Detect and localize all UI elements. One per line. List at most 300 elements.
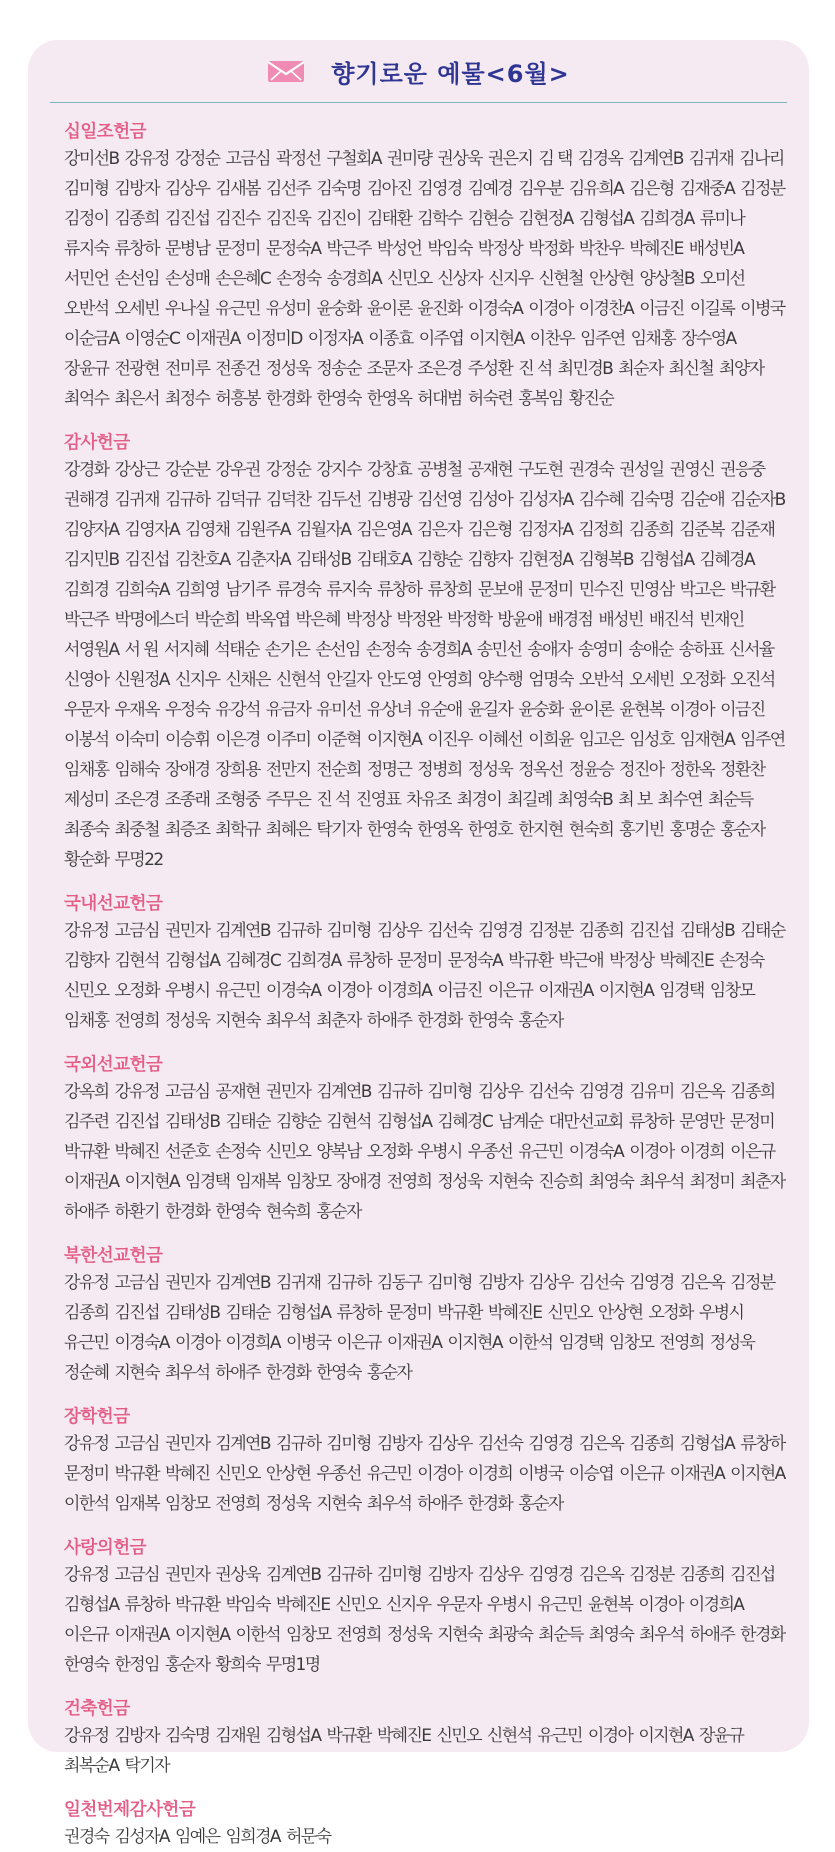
donor-name: 류창하 [336,1303,381,1323]
donor-name: 유미선 [316,700,361,720]
donor-name: 임주연 [580,329,625,349]
donor-name: 김진섭 [164,209,210,229]
donor-name: 김계연B [215,1434,270,1454]
donor-name: 류미나 [699,209,745,229]
donor-name: 최학규 [215,820,260,840]
donor-name: 윤길자 [467,700,513,720]
donor-name: 김아진 [366,179,412,199]
donor-name: 김 택 [538,149,572,169]
donor-name: 김영자A [124,520,179,540]
donor-name: 김유희A [568,179,624,199]
donor-name: 김경옥 [577,149,623,169]
donor-name: 이경희 [467,1464,513,1484]
donor-name: 허숙련 [467,389,513,409]
donor-name: 박규환 [174,1595,220,1615]
donor-name: 강지수 [316,460,361,480]
donor-name: 권미량 [386,149,432,169]
donor-name: 문병남 [164,239,210,259]
donor-name: 김형섭A [164,951,220,971]
donor-name: 신현철 [538,269,583,289]
donor-name: 무명1명 [265,1655,320,1675]
donor-name: 현숙희 [568,820,614,840]
donor-name: 임재현A [679,730,735,750]
donor-name: 이경숙A [265,981,321,1001]
donor-name: 신민오 [64,981,109,1001]
donor-name: 김재원 [215,1726,260,1746]
donor-name: 임경택 [558,1333,603,1353]
donor-name: 김정희 [578,520,623,540]
donor-name: 김미형 [427,1082,472,1102]
donor-name-list [64,1822,785,1852]
donor-name: 우문자 [64,700,109,720]
donor-name: 서지혜 [163,640,209,660]
donor-name: 김성아 [467,490,513,510]
donor-name: 김미형 [326,1434,371,1454]
donor-name: 강유정 [64,1726,109,1746]
donor-name: 우재옥 [114,700,159,720]
donor-name: 김상우 [477,1082,523,1102]
donor-name: 신민오 [387,269,432,289]
donor-name: 최우석 [265,1011,311,1031]
offering-card [28,40,809,1847]
donor-name: 류창하 [124,1595,169,1615]
donor-name: 한영숙 [215,1202,260,1222]
donor-name: 김유미 [629,1082,674,1102]
donor-name: 남계순 [498,1112,543,1132]
donor-name: 우병시 [164,981,210,1001]
donor-name: 지현숙 [487,1172,533,1192]
donor-name-list [64,1077,785,1227]
donor-name: 하환기 [114,1202,159,1222]
donor-name: 박규환 [64,1142,109,1162]
donor-name: 한영숙 [64,1655,109,1675]
donor-name: 임주연 [740,730,785,750]
section-title: 장학헌금 [64,1407,130,1427]
donor-name: 김은영A [356,520,411,540]
donor-name: 이재권A [386,1333,442,1353]
donor-name: 진 석 [518,359,552,379]
donor-name: 신민오 [335,1595,380,1615]
donor-name: 홍순자 [518,1011,563,1031]
donor-name: 김영경 [477,921,523,941]
donor-name: 양수행 [477,670,523,690]
donor-name: 유근민 [215,299,260,319]
donor-name: 조문자 [366,359,412,379]
donor-name: 조은경 [417,359,462,379]
donor-name: 정성욱 [386,1625,432,1645]
donor-name: 정윤승 [568,760,614,780]
donor-name: 장희용 [215,760,260,780]
donor-name: 김재중A [679,179,735,199]
donor-name: 홍기빈 [619,820,664,840]
donor-name: 이병국 [285,1333,331,1353]
donor-name: 이재권A [114,1625,169,1645]
donor-name: 최춘자 [316,1011,361,1031]
donor-name: 한영옥 [417,820,462,840]
donor-name: 김상우 [528,1273,573,1293]
donor-name: 문정숙A [447,951,503,971]
donor-name: 이재권A [64,1172,119,1192]
donor-name: 박근애 [558,951,604,971]
donor-name: 최순자 [618,359,663,379]
donor-name: 이병국 [740,299,785,319]
donor-name: 이봉석 [64,730,109,750]
donor-name: 김선숙 [528,1082,573,1102]
donor-name: 고금심 [225,149,270,169]
donor-name: 조은경 [114,790,159,810]
donor-name: 박혜진E [487,1303,542,1323]
donor-name: 이한석 [235,1625,280,1645]
donor-name: 임예은 [174,1827,220,1847]
donor-name: 김혜경C [437,1112,493,1132]
donor-name: 문정미 [528,580,573,600]
donor-name: 고금심 [114,1273,159,1293]
donor-name: 이경희A [225,1333,280,1353]
donor-name: 손정숙 [276,269,321,289]
donor-name: 신원정A [114,670,169,690]
donor-name: 김귀재 [275,1273,321,1293]
donor-name-list [64,1268,785,1388]
donor-name: 이숙미 [114,730,159,750]
donor-name: 주성환 [467,359,513,379]
donor-name: 김희경A [286,951,341,971]
donor-name: 이길록 [689,299,735,319]
donor-name: 신민오 [265,1142,311,1162]
donor-name: 강옥희 [64,1082,109,1102]
donor-name-list [64,1429,785,1519]
donor-name: 이경희 [679,1142,725,1162]
donor-name: 이병국 [518,1464,563,1484]
donor-name: 안상현 [265,1464,311,1484]
donor-name: 이순금A [64,329,119,349]
offering-section [64,1799,785,1852]
donor-name: 김상우 [477,1565,523,1585]
donor-name: 김종희 [114,209,159,229]
donor-name: 신영아 [64,670,109,690]
donor-name: 이한석 [64,1494,109,1514]
donor-name: 하애주 [417,1494,462,1514]
donor-name: 김향자 [467,550,512,570]
donor-name: 김숙명 [316,179,361,199]
donor-name: 진승희 [538,1172,583,1192]
donor-name: 송민선 [476,640,522,660]
donor-name: 김향순 [417,550,462,570]
donor-name: 지현숙 [215,1011,260,1031]
donor-name: 권상욱 [215,1565,260,1585]
donor-name: 이주엽 [418,329,464,349]
donor-name: 김영경 [528,1565,573,1585]
donor-name: 남기주 [225,580,270,600]
donor-name: 문정숙A [265,239,321,259]
donor-name: 류지숙 [64,239,109,259]
donor-name: 오진석 [730,670,775,690]
donor-name: 전영희 [659,1333,704,1353]
donor-name: 최정미 [689,1172,735,1192]
donor-name: 이진우 [427,730,472,750]
donor-name: 홍복임 [518,389,563,409]
donor-name: 김형섭A [265,1726,321,1746]
donor-name: 이금진 [639,299,684,319]
donor-name: 송애순 [628,640,673,660]
donor-name: 김형섭A [376,1112,432,1132]
donor-name: 김희영 [174,580,220,600]
donor-name: 윤이론 [366,299,412,319]
donor-name: 신지우 [488,269,533,289]
donor-name: 김미형 [427,1273,472,1293]
donor-name: 김형섭A [679,1434,735,1454]
donor-name: 김태환 [366,209,412,229]
donor-name: 탁기자 [316,820,361,840]
donor-name: 김상우 [376,921,422,941]
donor-name: 임창모 [709,981,755,1001]
donor-name-list [64,1560,785,1680]
donor-name: 손선임 [315,640,360,660]
donor-name: 손기은 [264,640,310,660]
donor-name: 최종숙 [64,820,109,840]
donor-name: 김규하 [326,1565,371,1585]
donor-name: 류창하 [628,1112,674,1132]
donor-name: 강경화 [64,460,109,480]
donor-name: 김형섭A [578,209,634,229]
donor-name: 조종래 [164,790,210,810]
donor-name: 김형섭A [64,1595,119,1615]
donor-name: 강유정 [114,1082,159,1102]
page-header [50,40,787,103]
donor-name: 김진욱 [265,209,311,229]
donor-name: 정성욱 [265,359,311,379]
donor-name: 이재권A [538,981,593,1001]
donor-name: 김정분 [740,179,785,199]
donor-name: 이정미D [245,329,302,349]
donor-name: 강정순 [265,460,311,480]
donor-name: 고금심 [114,1565,159,1585]
donor-name: 문정미 [64,1464,109,1484]
donor-name: 김병광 [366,490,412,510]
donor-name: 손정숙 [365,640,411,660]
sections-container [28,121,809,1852]
donor-name: 박임숙 [225,1595,270,1615]
donor-name: 윤현복 [587,1595,633,1615]
donor-name: 황희숙 [215,1655,260,1675]
donor-name: 오정화 [366,1142,412,1162]
donor-name: 양상철B [639,269,694,289]
donor-name: 김계연B [215,921,270,941]
donor-name: 한경화 [467,1494,513,1514]
donor-name: 공병철 [417,460,462,480]
donor-name: 김형섭A [275,1303,331,1323]
donor-name: 김예경 [467,179,513,199]
donor-name: 손성매 [164,269,210,289]
donor-name: 임희경A [225,1827,280,1847]
donor-name: 이종효 [368,329,413,349]
donor-name: 김우분 [518,179,563,199]
donor-name: 임창모 [285,1625,331,1645]
envelope-icon [267,58,305,84]
donor-name: 김희경 [64,580,109,600]
donor-name: 한경화 [265,389,311,409]
donor-name: 김원주A [235,520,290,540]
donor-name: 유근민 [537,1595,582,1615]
donor-name: 권응중 [720,460,765,480]
donor-name: 하애주 [64,1202,109,1222]
donor-name: 김방자 [477,1273,523,1293]
donor-name: 박정완 [396,610,441,630]
donor-name: 황순화 [64,850,109,870]
donor-name: 지현숙 [437,1625,482,1645]
donor-name: 김성자A [114,1827,169,1847]
donor-name: 한경화 [740,1625,785,1645]
donor-name: 이금진 [720,700,765,720]
donor-name: 임성호 [629,730,674,750]
donor-name: 임경택 [185,1172,230,1192]
donor-name: 한영숙 [467,1011,513,1031]
donor-name: 이경희A [376,981,432,1001]
donor-name: 장수영A [681,329,736,349]
donor-name: 하애주 [215,1363,260,1383]
donor-name: 김진섭 [730,1565,775,1585]
donor-name: 대만선교회 [548,1112,623,1132]
donor-name: 최순득 [538,1625,583,1645]
donor-name: 무명22 [114,850,163,870]
donor-name: 이경아 [587,1726,633,1746]
donor-name: 김진섭 [124,550,169,570]
donor-name: 이경숙A [114,1333,169,1353]
donor-name: 이은규 [487,981,533,1001]
donor-name: 장애경 [164,760,210,780]
donor-name: 김주련 [64,1112,109,1132]
section-title: 사랑의헌금 [64,1538,147,1558]
donor-name: 류창하 [740,1434,785,1454]
donor-name: 정성욱 [709,1333,755,1353]
donor-name: 김선주 [265,179,311,199]
donor-name: 김나리 [739,149,784,169]
donor-name: 박고은 [679,580,725,600]
donor-name: 구도현 [518,460,563,480]
donor-name: 고금심 [114,921,159,941]
donor-name: 오반석 [578,670,624,690]
donor-name: 윤진화 [417,299,462,319]
donor-name: 김태순 [225,1112,270,1132]
donor-name: 김정이 [64,209,109,229]
donor-name: 정순혜 [64,1363,109,1383]
donor-name: 전만지 [265,760,311,780]
donor-name: 정병희 [417,760,462,780]
donor-name: 김종희 [679,1565,725,1585]
donor-name: 진 석 [316,790,350,810]
donor-name: 엄명숙 [528,670,573,690]
donor-name: 박규환 [730,580,775,600]
donor-name: 정성욱 [467,760,513,780]
donor-name: 오정화 [648,1303,693,1323]
donor-name: 서 원 [124,640,158,660]
donor-name: 김태성B [679,921,735,941]
donor-name: 윤현복 [619,700,664,720]
donor-name: 김현석 [114,951,159,971]
donor-name: 방윤애 [497,610,542,630]
donor-name: 김규하 [376,1082,422,1102]
donor-name: 윤이론 [568,700,614,720]
donor-name: 한영숙 [316,389,361,409]
donor-name: 김현승 [467,209,513,229]
donor-name: 곽정선 [275,149,321,169]
donor-name: 이혜선 [477,730,523,750]
donor-name: 김미형 [64,179,109,199]
donor-name: 홍순자 [164,1655,210,1675]
donor-name: 박순희 [194,610,240,630]
donor-name: 김진수 [215,209,260,229]
donor-name: 김희경A [639,209,694,229]
donor-name: 김상우 [427,1434,472,1454]
donor-name: 한경화 [164,1202,210,1222]
donor-name: 박규환 [508,951,553,971]
donor-name: 최영숙 [588,1172,634,1192]
donor-name: 한영숙 [366,820,412,840]
donor-name: 유근민 [537,1726,582,1746]
donor-name: 정진아 [619,760,664,780]
donor-name: 우병시 [698,1303,744,1323]
donor-name: 박혜진 [114,1142,159,1162]
donor-name: 이승엽 [568,1464,614,1484]
donor-name: 손은혜C [215,269,271,289]
donor-name: 박정상 [477,239,523,259]
donor-name: 김은옥 [679,1273,725,1293]
donor-name: 김영채 [185,520,230,540]
donor-name: 김진섭 [114,1303,159,1323]
donor-name: 이은경 [215,730,260,750]
donor-name: 서영원A [64,640,119,660]
donor-name: 신현석 [275,670,321,690]
donor-name: 이은규 [64,1625,109,1645]
donor-name: 이찬우 [529,329,575,349]
donor-name: 최영숙B [557,790,613,810]
donor-name: 최억수 [64,389,109,409]
donor-name: 권민자 [164,921,210,941]
donor-name: 이재권A [669,1464,725,1484]
donor-name: 김규하 [326,1273,371,1293]
donor-name: 김진이 [316,209,361,229]
donor-name: 빈재인 [699,610,744,630]
donor-name: 최복순A [64,1756,119,1776]
offering-section [64,1406,785,1519]
donor-name: 최양자 [719,359,764,379]
donor-name: 문정미 [729,1112,775,1132]
donor-name: 김태순 [740,921,785,941]
donor-name: 김종희 [578,921,624,941]
donor-name: 유상녀 [366,700,412,720]
donor-name: 최우석 [366,1494,412,1514]
donor-name: 최정수 [164,389,210,409]
donor-name: 김종희 [64,1303,109,1323]
donor-name: 한영숙 [316,1363,361,1383]
section-title: 감사헌금 [64,433,130,453]
donor-name: 김선숙 [427,921,472,941]
donor-name: 정한옥 [669,760,715,780]
donor-name: 최우석 [639,1172,684,1192]
offering-section [64,121,785,414]
donor-name: 최혜은 [265,820,311,840]
donor-name: 이경아 [528,299,573,319]
donor-name: 오세빈 [114,299,159,319]
donor-name: 유근민 [518,1142,563,1162]
donor-name: 신지우 [385,1595,431,1615]
donor-name: 류창하 [114,239,159,259]
donor-name: 전영희 [386,1172,432,1192]
donor-name: 이지현A [447,1333,502,1353]
donor-name: 김숙명 [164,1726,210,1746]
donor-name: 김태호A [356,550,412,570]
donor-name: 장애경 [336,1172,381,1192]
donor-name: 류창희 [427,580,472,600]
